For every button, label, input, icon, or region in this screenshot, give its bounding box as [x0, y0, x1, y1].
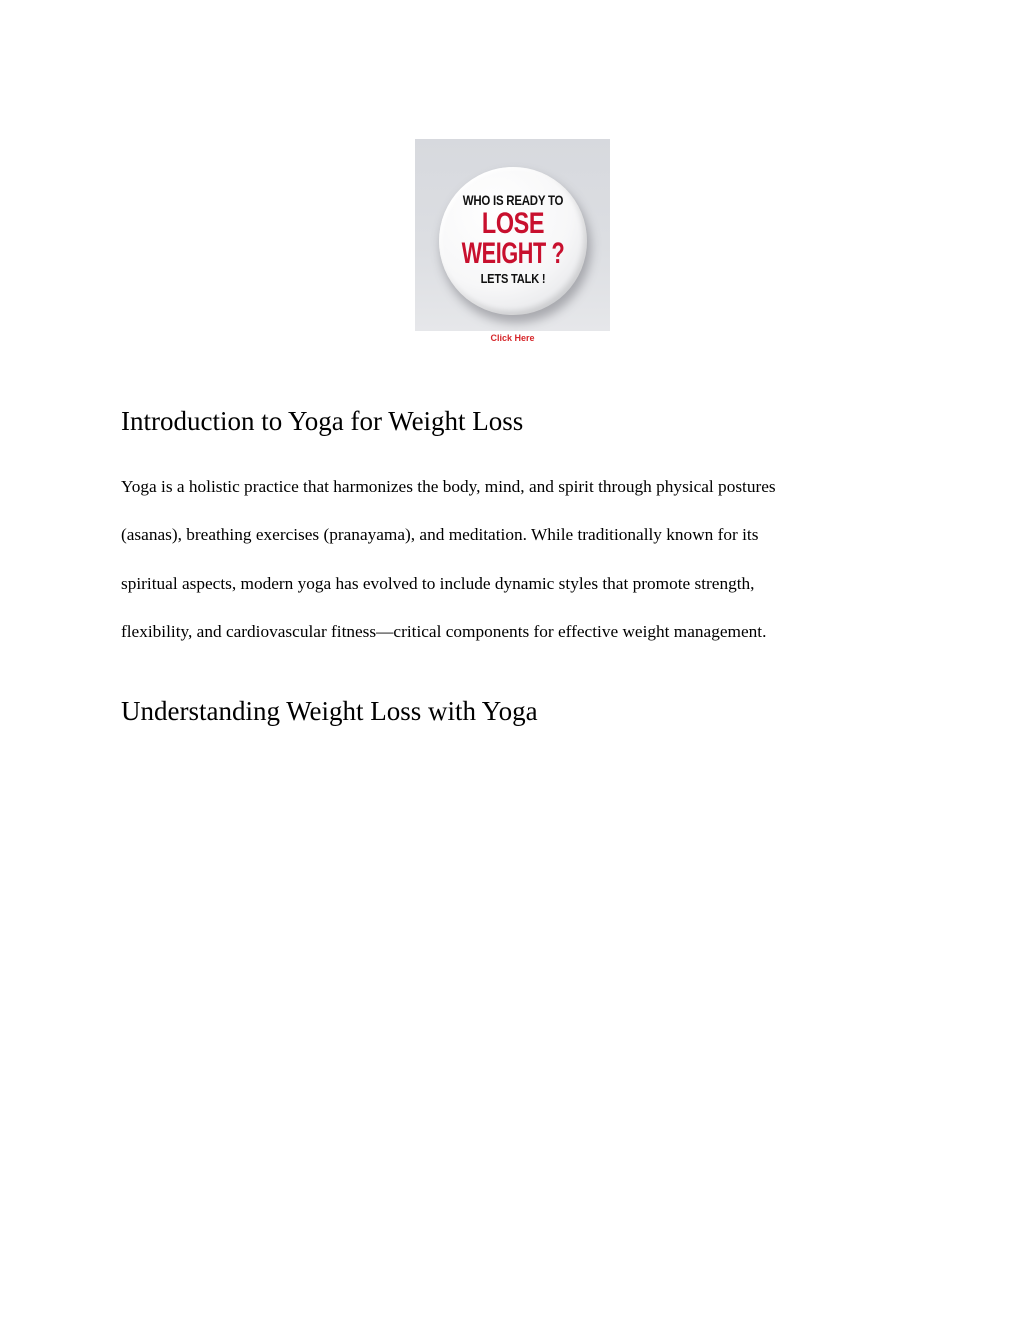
paragraph-line: (asanas), breathing exercises (pranayama), and meditation. While traditionally known for its	[121, 525, 759, 544]
badge-line-2: LOSE	[481, 207, 545, 240]
badge-line-4: LETS TALK !	[480, 271, 546, 286]
paragraph-line: Yoga is a holistic practice that harmonizes the body, mind, and spirit through physical postures	[121, 477, 776, 496]
section-heading-understanding: Understanding Weight Loss with Yoga	[121, 696, 538, 726]
paragraph-line: spiritual aspects, modern yoga has evolved to include dynamic styles that promote strength,	[121, 574, 755, 593]
badge-line-1: WHO IS READY TO	[462, 192, 564, 208]
section-heading-introduction: Introduction to Yoga for Weight Loss	[121, 406, 524, 436]
promo-badge-image[interactable]	[415, 139, 610, 331]
badge-line-3: WEIGHT ?	[461, 237, 565, 270]
lose-weight-badge	[439, 167, 587, 315]
paragraph-line: flexibility, and cardiovascular fitness—critical components for effective weight management.	[121, 622, 767, 641]
click-here-link[interactable]: Click Here	[490, 333, 535, 343]
